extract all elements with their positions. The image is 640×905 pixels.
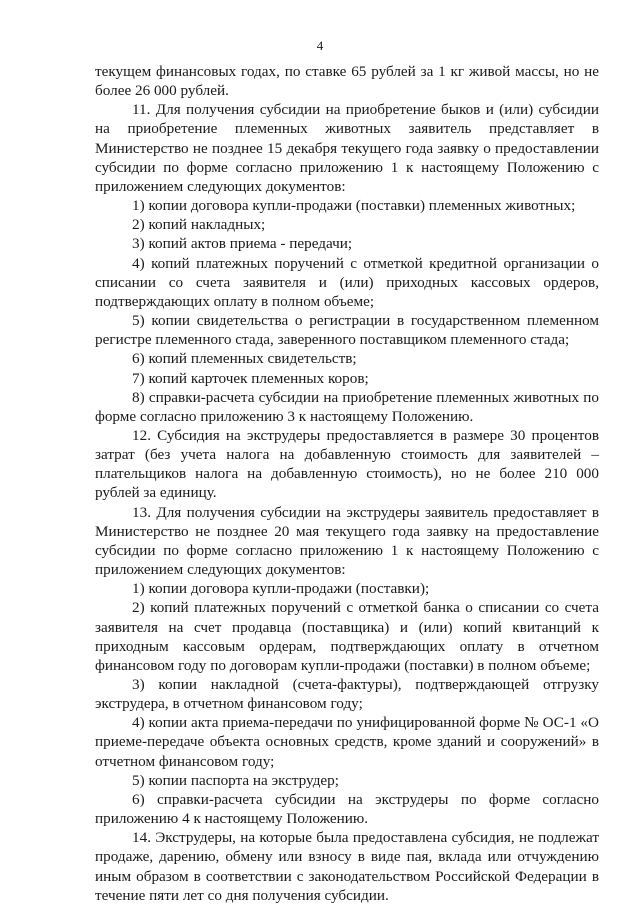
paragraph: 1) копии договора купли-продажи (поставки) племенных животных; xyxy=(132,197,576,215)
document-body xyxy=(95,62,599,905)
paragraph: 12. Субсидия на экструдеры предоставляется в размере 30 процентов затрат (без учета налога на добавленную стоимость для заявителей – плательщиков налога на добавленную стоимость), но не более 210 000 рублей за единицу. xyxy=(95,426,599,502)
paragraph: 4) копии акта приема-передачи по унифицированной форме № ОС-1 «О приеме-передаче объекта основных средств, кроме зданий и сооружений» в отчетном финансовом году; xyxy=(95,714,599,770)
paragraph: 3) копии накладной (счета-фактуры), подтверждающей отгрузку экструдера, в отчетном финансовом году; xyxy=(95,676,599,713)
paragraph: 13. Для получения субсидии на экструдеры заявитель предоставляет в Министерство не позднее 20 мая текущего года заявку на предоставление субсидии по форме согласно приложению 1 к настоящему Положению с приложением следующих документов: xyxy=(95,503,599,579)
paragraph: 4) копий платежных поручений с отметкой кредитной организации о списании со счета заявителя и (или) приходных кассовых ордеров, подтверждающих оплату в полном объеме; xyxy=(95,254,599,310)
paragraph: 1) копии договора купли-продажи (поставки); xyxy=(132,580,430,598)
paragraph: 2) копий накладных; xyxy=(132,216,266,234)
paragraph: 8) справки-расчета субсидии на приобретение племенных животных по форме согласно приложению 3 к настоящему Положению. xyxy=(95,388,599,425)
paragraph: 5) копии паспорта на экструдер; xyxy=(132,771,339,789)
paragraph: текущем финансовых годах, по ставке 65 рублей за 1 кг живой массы, но не более 26 000 рублей. xyxy=(95,63,599,100)
paragraph: 14. Экструдеры, на которые была предоставлена субсидия, не подлежат продаже, дарению, обмену или взносу в виде пая, вклада или отчуждению иным образом в соответствии с законодательством Российской Федерации в течение пяти лет со дня получения субсидии. xyxy=(95,829,599,904)
paragraph: 5) копии свидетельства о регистрации в государственном племенном регистре племенного стада, заверенного поставщиком племенного стада; xyxy=(95,312,599,349)
page-number: 4 xyxy=(316,38,324,53)
paragraph: 6) справки-расчета субсидии на экструдеры по форме согласно приложению 4 к настоящему Положению. xyxy=(95,790,599,828)
paragraph: 3) копий актов приема - передачи; xyxy=(132,235,353,253)
paragraph: 7) копий карточек племенных коров; xyxy=(132,369,369,387)
paragraph: 2) копий платежных поручений с отметкой банка о списании со счета заявителя на счет продавца (поставщика) и (или) копий квитанций к приходным кассовым ордерам, подтверждающих оплату в отчетном финансовом году по договорам купли-продажи (поставки) в полном объеме; xyxy=(95,599,599,674)
paragraph: 6) копий племенных свидетельств; xyxy=(132,350,357,368)
paragraph: 11. Для получения субсидии на приобретение быков и (или) субсидии на приобретение племенных животных заявитель представляет в Министерство не позднее 15 декабря текущего года заявку о предоставлении субсидии по форме согласно приложению 1 к настоящему Положению с приложением следующих документов: xyxy=(95,101,599,195)
